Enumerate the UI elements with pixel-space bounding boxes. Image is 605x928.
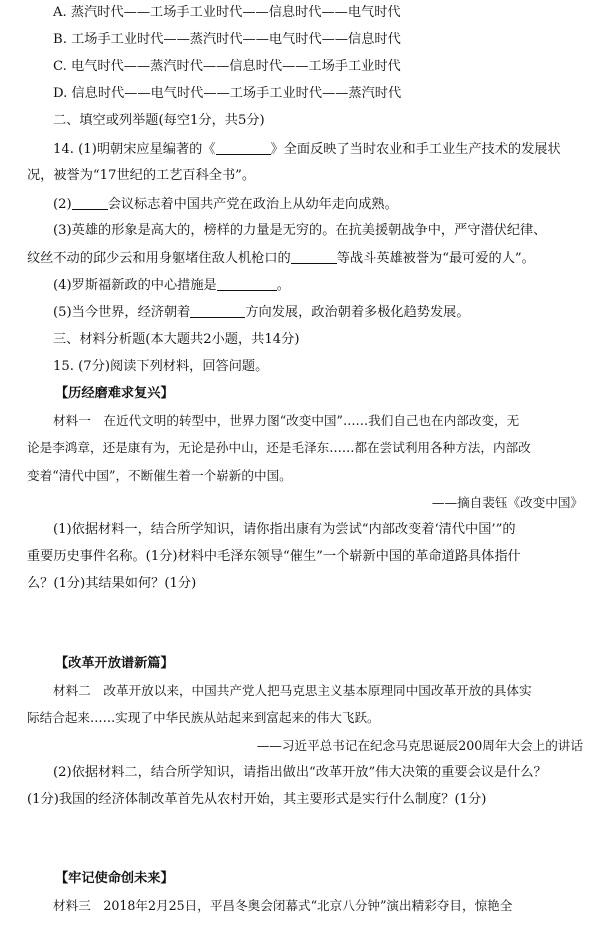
- q14-part2: [0, 195, 605, 214]
- q14-part3-prefix: 纹丝不动的邱少云和用身躯堵住敌人机枪口的: [27, 251, 291, 266]
- part1-header: 【历经磨难求复兴】: [55, 386, 174, 401]
- part2-question-line2: (1分)我国的经济体制改革首先从农村开始，其主要形式是实行什么制度？(1分): [27, 792, 487, 807]
- part2-header: 【改革开放谱新篇】: [55, 656, 174, 671]
- q14-part5-prefix: (5)当今世界，经济朝着: [53, 305, 191, 320]
- q14-part4-suffix: 。: [276, 278, 290, 293]
- option-a: A. 蒸汽时代——工场手工业时代——信息时代——电气时代: [53, 5, 401, 20]
- option-c: C. 电气时代——蒸汽时代——信息时代——工场手工业时代: [53, 59, 401, 74]
- q14-part1-suffix: 》全面反映了当时农业和手工业生产技术的发展状: [270, 142, 561, 157]
- q14-part5-suffix: 方向发展，政治朝着多极化趋势发展。: [245, 305, 470, 320]
- q14-part1-line2: 况，被誉为“17世纪的工艺百科全书”。: [27, 168, 256, 183]
- q14-part3-line1: (3)英雄的形象是高大的，榜样的力量是无穷的。在抗美援朝战争中，严守潜伏纪律、: [53, 223, 547, 238]
- part2-material-line2: 际结合起来……实现了中华民族从站起来到富起来的伟大飞跃。: [27, 710, 380, 725]
- q14-part2-suffix: 会议标志着中国共产党在政治上从幼年走向成熟。: [107, 197, 398, 212]
- part1-material-line1: 材料一 在近代文明的转型中，世界力图“改变中国”……我们自己也在内部改变，无: [53, 413, 520, 428]
- answer-blank-2[interactable]: [72, 195, 108, 210]
- section-heading-material-analysis: 三、材料分析题(本大题共2小题，共14分): [53, 332, 300, 347]
- part1-source: ——摘自裴钰《改变中国》: [431, 495, 583, 510]
- part1-material-line2: 论是李鸿章，还是康有为，无论是孙中山，还是毛泽东……都在尝试利用各种方法，内部改: [27, 440, 531, 455]
- q14-part5: [0, 303, 605, 322]
- q14-part1-line1: [0, 140, 605, 159]
- q15-intro: 15. (7分)阅读下列材料，回答问题。: [53, 359, 269, 374]
- answer-blank-3[interactable]: [291, 249, 337, 264]
- part3-material-line1: 材料三 2018年2月25日，平昌冬奥会闭幕式“北京八分钟”演出精彩夺目，惊艳全: [53, 898, 513, 913]
- q14-part1-prefix: 14. (1)明朝宋应星编著的《: [53, 142, 216, 157]
- part1-question-line1: (1)依据材料一，结合所学知识，请你指出康有为尝试“内部改变着‘清代中国’”的: [53, 522, 516, 537]
- section-heading-fill-in: 二、填空或列举题(每空1分，共5分): [53, 113, 265, 128]
- part2-source: ——习近平总书记在纪念马克思诞辰200周年大会上的讲话: [256, 738, 583, 753]
- option-d: D. 信息时代——电气时代——工场手工业时代——蒸汽时代: [53, 86, 402, 101]
- option-b: B. 工场手工业时代——蒸汽时代——电气时代——信息时代: [53, 32, 401, 47]
- q14-part4-prefix: (4)罗斯福新政的中心措施是: [53, 278, 217, 293]
- part2-material-line1: 材料二 改革开放以来，中国共产党人把马克思主义基本原理同中国改革开放的具体实: [53, 683, 532, 698]
- answer-blank-1[interactable]: [216, 140, 271, 155]
- q14-part3-suffix: 等战斗英雄被誉为“最可爱的人”。: [336, 251, 535, 266]
- part1-question-line2: 重要历史事件名称。(1分)材料中毛泽东领导“催生”一个崭新中国的革命道路具体指什: [27, 549, 521, 564]
- q14-part2-prefix: (2): [53, 197, 72, 212]
- part3-header: 【牢记使命创未来】: [55, 871, 174, 886]
- q14-part3-line2: [0, 249, 605, 268]
- part2-question-line1: (2)依据材料二，结合所学知识，请指出做出“改革开放”伟大决策的重要会议是什么？: [53, 765, 547, 780]
- answer-blank-5[interactable]: [190, 303, 245, 318]
- q14-part4: [0, 276, 605, 295]
- answer-blank-4[interactable]: [217, 276, 277, 291]
- part1-material-line3: 变着“清代中国”，不断催生着一个崭新的中国。: [27, 468, 292, 483]
- part1-question-line3: 么？(1分)其结果如何？(1分): [27, 576, 197, 591]
